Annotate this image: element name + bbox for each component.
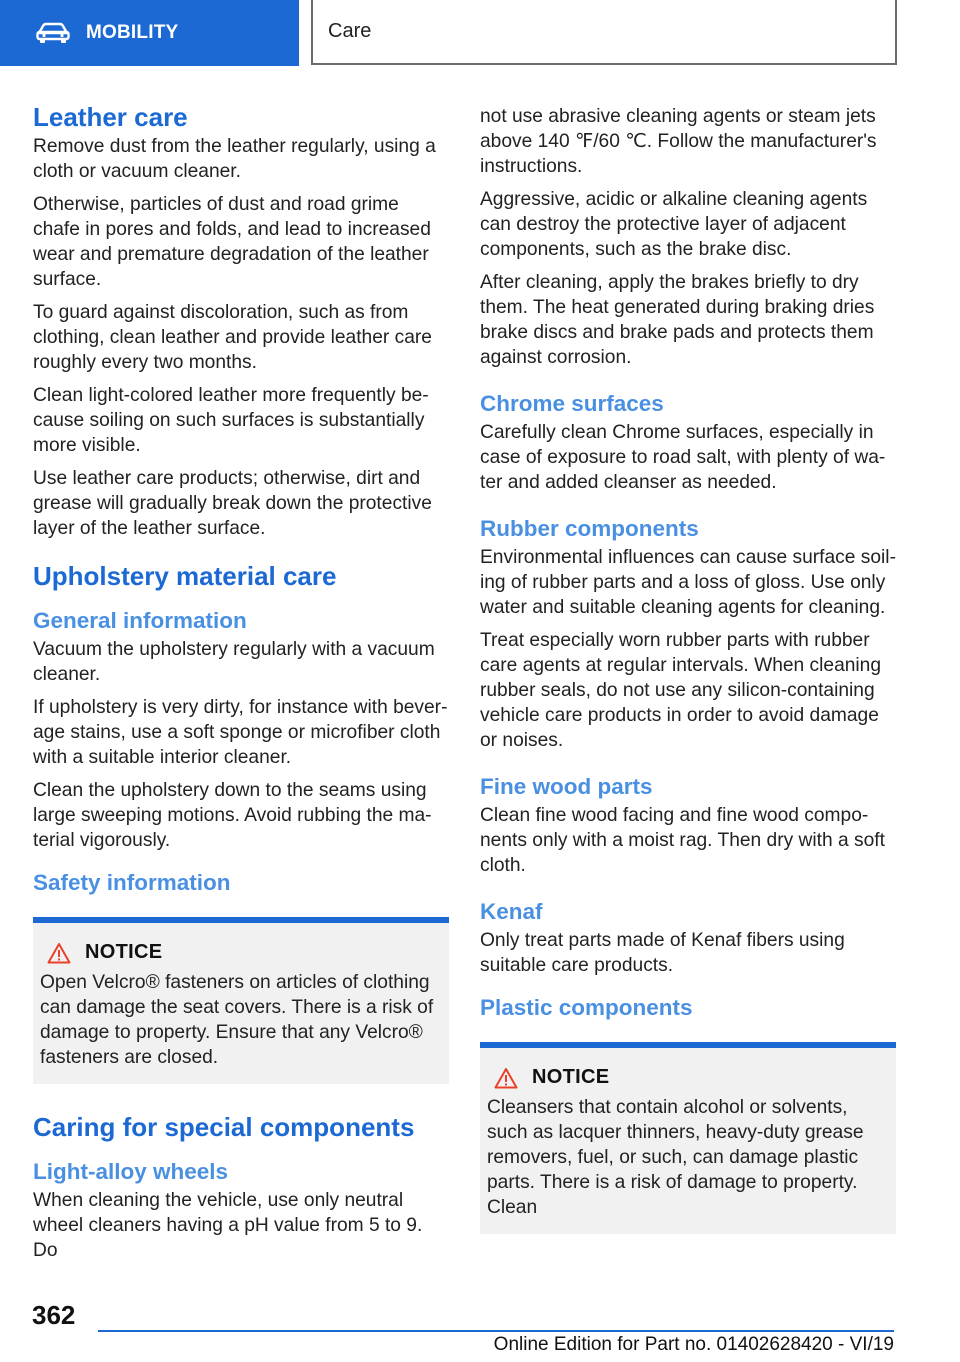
page-header	[0, 0, 960, 66]
notice-box-velcro	[33, 917, 449, 1084]
rubber-components-heading: Rubber components	[480, 516, 699, 541]
plastic-components-heading: Plastic components	[480, 995, 693, 1020]
leather-paragraph-1: Remove dust from the leather regularly, using a cloth or vacuum cleaner.	[33, 136, 436, 182]
chrome-paragraph-1: Carefully clean Chrome surfaces, especially in case of exposure to road salt, with plenty of water and added cleanser as needed.	[480, 422, 886, 493]
chapter-tab-care[interactable]	[311, 0, 897, 65]
general-information-heading: General information	[33, 608, 247, 633]
notice-title-row	[487, 1066, 888, 1089]
section-label: MOBILITY	[86, 22, 179, 43]
kenaf-paragraph-1: Only treat parts made of Kenaf fibers using suitable care products.	[480, 930, 845, 976]
general-paragraph-3: Clean the upholstery down to the seams using large sweeping motions. Avoid rubbing the material vigorously.	[33, 780, 432, 851]
fine-wood-parts-heading: Fine wood parts	[480, 774, 653, 799]
section-tab-mobility[interactable]	[0, 0, 299, 66]
footer-divider	[98, 1330, 894, 1332]
leather-paragraph-4: Clean light-colored leather more frequently because soiling on such surfaces is substantially more visible.	[33, 385, 429, 456]
notice-text: Open Velcro® fasteners on articles of clothing can damage the seat covers. There is a risk of damage to property. Ensure that any Velcro® fasteners are closed.	[40, 972, 434, 1068]
special-components-heading: Caring for special components	[33, 1112, 415, 1142]
wood-paragraph-1: Clean fine wood facing and fine wood components only with a moist rag. Then dry with a soft cloth.	[480, 805, 885, 876]
alloy-paragraph-1: When cleaning the vehicle, use only neutral wheel cleaners having a pH value from 5 to 9. Do	[33, 1190, 423, 1261]
warning-triangle-icon	[47, 942, 71, 964]
upholstery-care-heading: Upholstery material care	[33, 561, 337, 591]
alloy-paragraph-continued: not use abrasive cleaning agents or steam jets above 140 ℉/60 ℃. Follow the manufacturer's instructions.	[480, 106, 877, 177]
right-column	[480, 104, 896, 1244]
leather-paragraph-2: Otherwise, particles of dust and road grime chafe in pores and folds, and lead to increased wear and premature degradation of the leather surface.	[33, 194, 431, 290]
general-paragraph-2: If upholstery is very dirty, for instance with beverage stains, use a soft sponge or microfiber cloth with a suitable interior cleaner.	[33, 697, 448, 768]
rubber-paragraph-1: Environmental influences can cause surface soiling of rubber parts and a loss of gloss. Use only water and suitable cleaning agents for cleaning.	[480, 547, 896, 618]
edition-text: Online Edition for Part no. 01402628420 - VI/19	[493, 1334, 894, 1355]
page-number: 362	[32, 1300, 76, 1330]
leather-care-heading: Leather care	[33, 102, 188, 132]
chrome-surfaces-heading: Chrome surfaces	[480, 391, 664, 416]
alloy-paragraph-2: Aggressive, acidic or alkaline cleaning agents can destroy the protective layer of adjacent components, such as the brake disc.	[480, 189, 868, 260]
notice-box-plastic	[480, 1042, 896, 1234]
warning-triangle-icon	[494, 1067, 518, 1089]
general-paragraph-1: Vacuum the upholstery regularly with a vacuum cleaner.	[33, 639, 435, 685]
notice-title: NOTICE	[85, 941, 163, 963]
rubber-paragraph-2: Treat especially worn rubber parts with rubber care agents at regular intervals. When cleaning rubber seals, do not use any silicon-containing vehicle care products in order to avoid damage or noises.	[480, 630, 882, 751]
kenaf-heading: Kenaf	[480, 899, 543, 924]
notice-text: Cleansers that contain alcohol or solvents, such as lacquer thinners, heavy-duty grease removers, fuel, or such, can damage plastic parts. There is a risk of damage to property. Clean	[487, 1097, 864, 1218]
leather-paragraph-3: To guard against discoloration, such as from clothing, clean leather and provide leather care roughly every two months.	[33, 302, 432, 373]
leather-paragraph-5: Use leather care products; otherwise, dirt and grease will gradually break down the protective layer of the leather surface.	[33, 468, 432, 539]
left-column	[33, 100, 449, 1271]
notice-title-row	[40, 941, 441, 964]
alloy-paragraph-3: After cleaning, apply the brakes briefly to dry them. The heat generated during braking dries brake discs and brake pads and protects them against corrosion.	[480, 272, 875, 368]
light-alloy-wheels-heading: Light-alloy wheels	[33, 1159, 229, 1184]
notice-title: NOTICE	[532, 1066, 610, 1088]
chapter-label: Care	[328, 20, 372, 42]
car-icon	[36, 22, 70, 44]
safety-information-heading: Safety information	[33, 870, 231, 895]
